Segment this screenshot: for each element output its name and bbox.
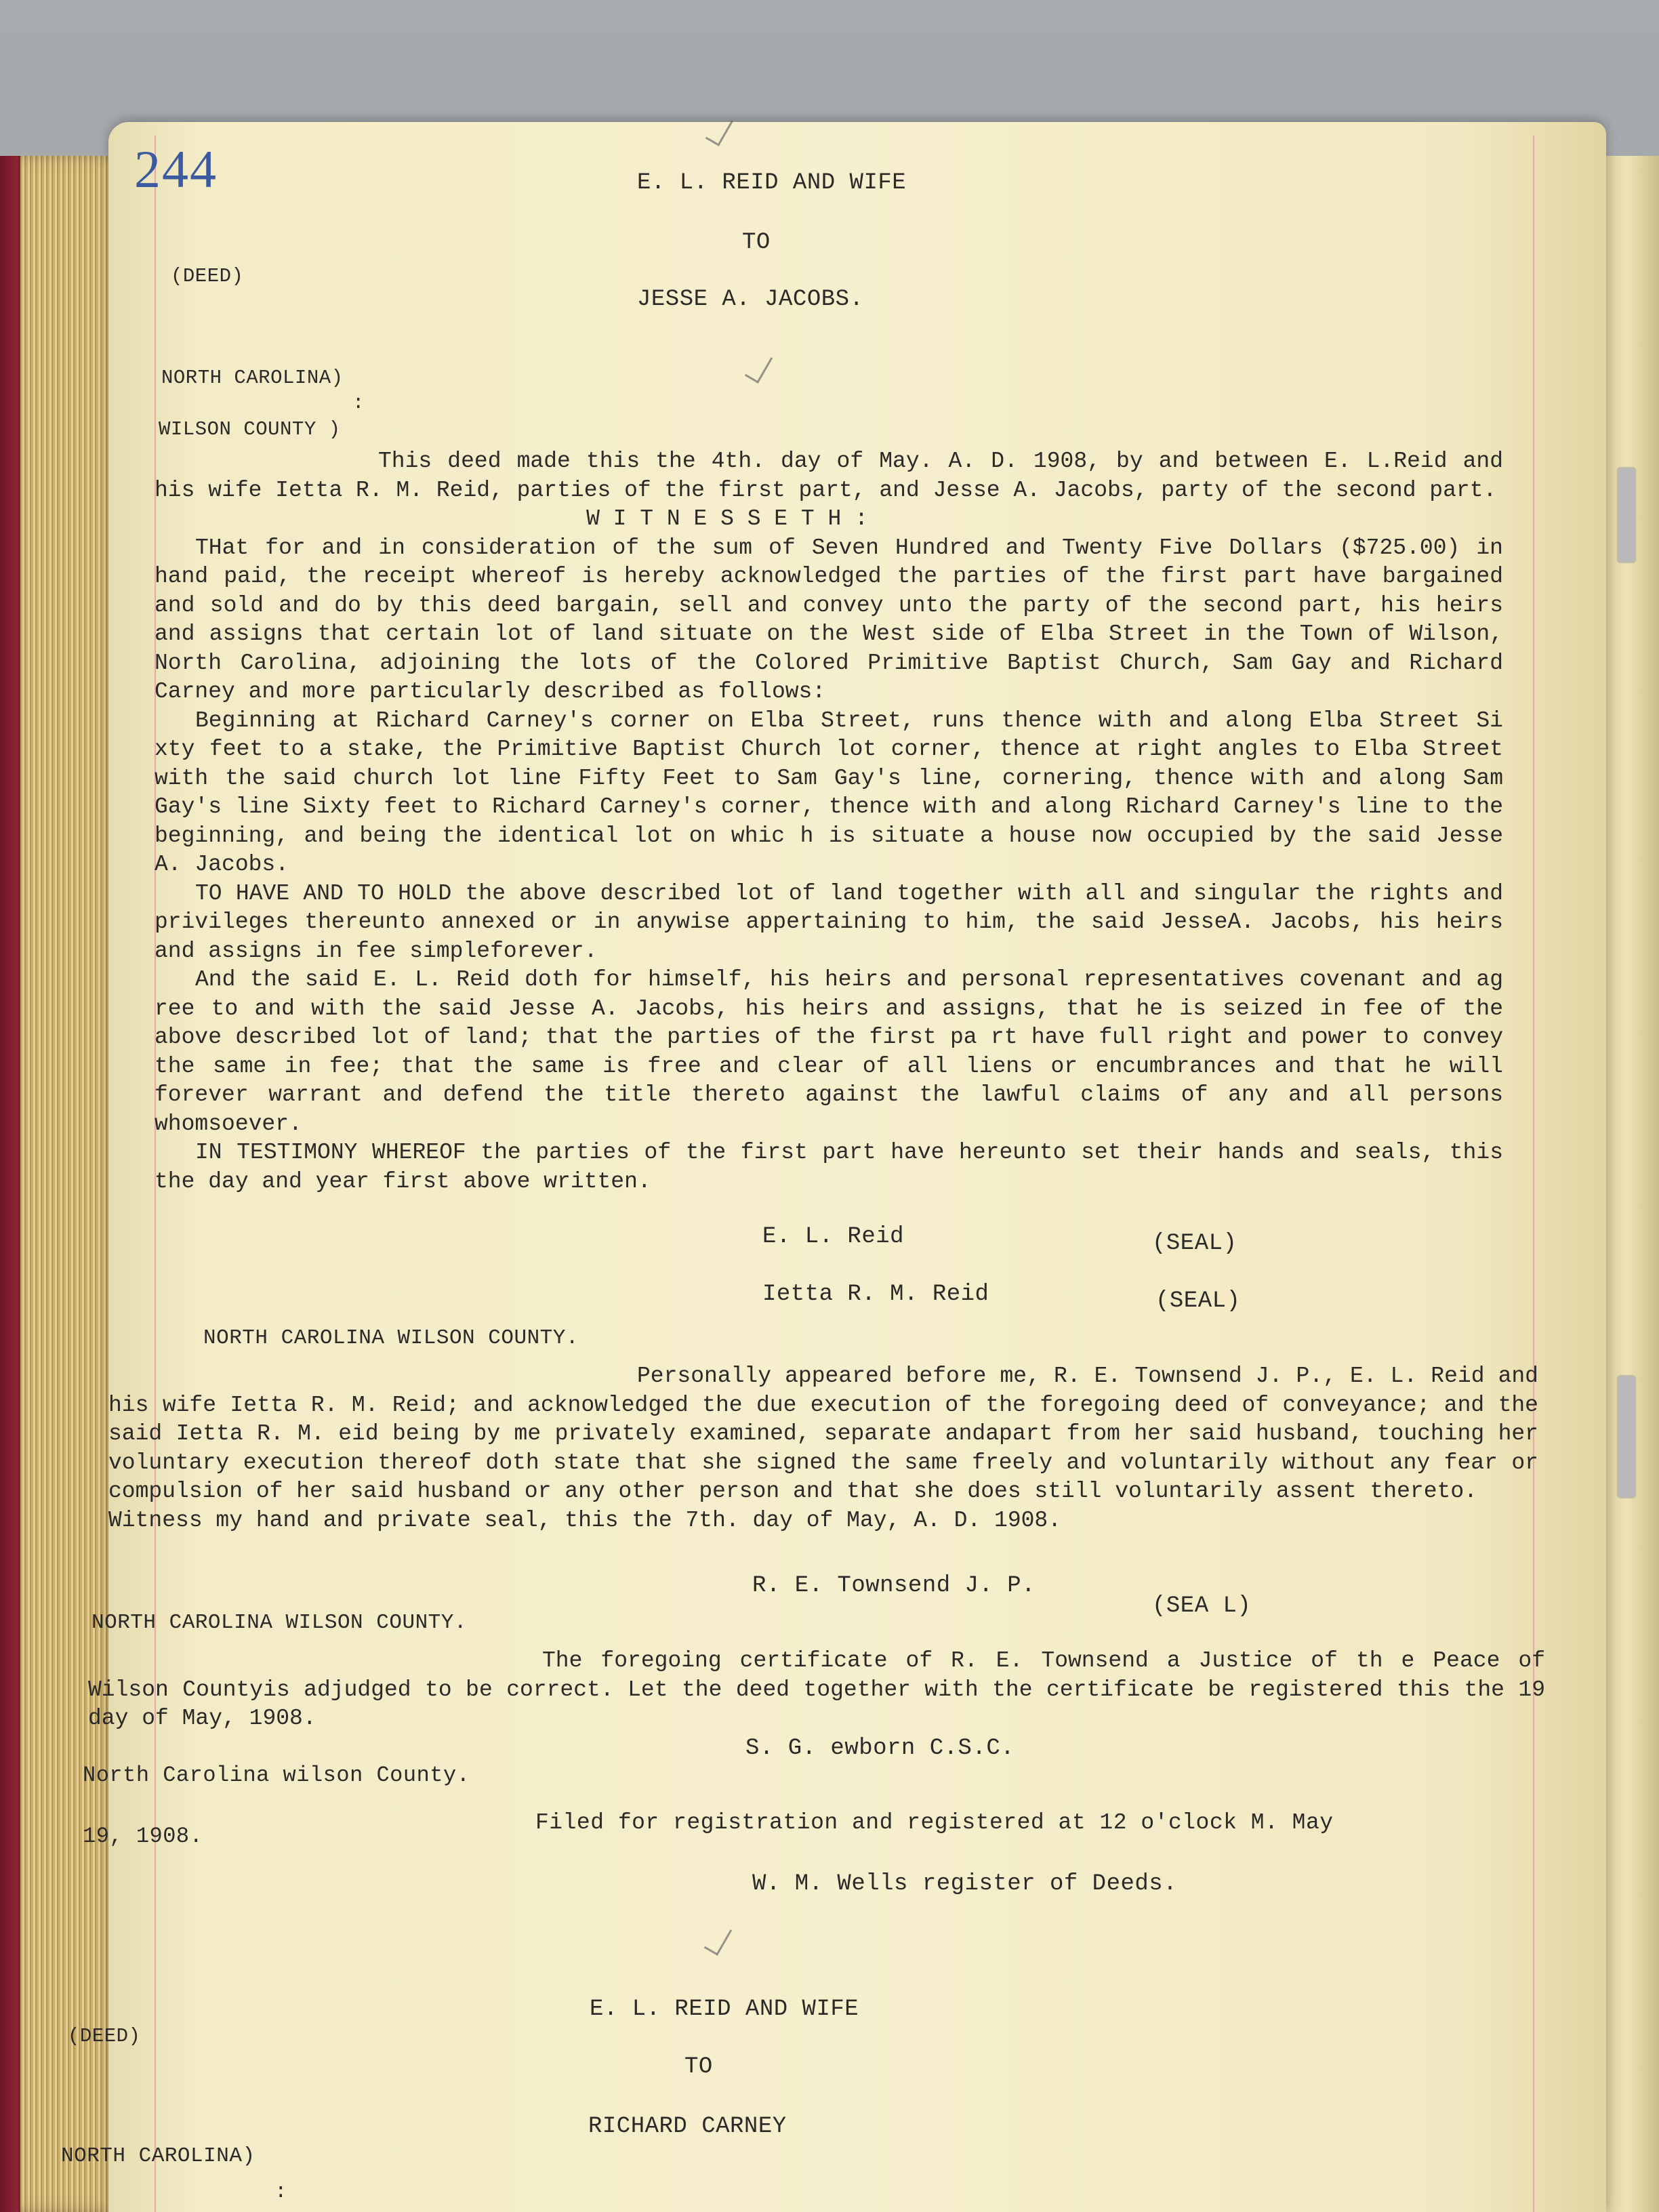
deed-title-parties: E. L. REID AND WIFE [637,170,907,196]
justice-signature: R. E. Townsend J. P. [752,1573,1036,1599]
register-signature: W. M. Wells register of Deeds. [752,1871,1178,1897]
registration-body-line1: Filed for registration and registered at 12 o'clock M. May [535,1810,1334,1835]
signature-grantor: E. L. Reid [762,1224,905,1250]
deed2-state-label: NORTH CAROLINA) [61,2144,255,2168]
acknowledgment-header: NORTH CAROLINA WILSON COUNTY. [203,1326,579,1350]
opening-paragraph: This deed made this the 4th. day of May. A. D. 1908, by and between E. L.Reid and his wife Ietta R. M. Reid, parties of the first part, and Jesse A. Jacobs, party of the second part. [155,449,1503,503]
justice-seal: (SEA L) [1152,1593,1252,1619]
certificate-block [88,1647,1545,1734]
page-edges-right [1605,156,1659,2212]
bracket-colon: : [352,392,365,414]
consideration-paragraph: THat for and in consideration of the sum of Seven Hundred and Twenty Five Dollars ($725.00) in hand paid, the receipt whereof is hereby acknowledged the parties of the first part have bargained and sold and do by this deed bargain, sell and convey unto the party of the second part, his heirs and assigns that certain lot of land situate on the West side of Elba Street in the Town of Wilson, North Carolina, adjoining the lots of the Colored Primitive Baptist Church, Sam Gay and Richard Carney and more particularly described as follows: [155,535,1503,704]
signature-wife: Ietta R. M. Reid [762,1282,989,1307]
deed2-type-label: (DEED) [68,2025,141,2047]
certificate-body: The foregoing certificate of R. E. Townsend a Justice of th e Peace of Wilson Countyis adjudged to be correct. Let the deed together with the certificate be registered this the 19 day of May, 1908. [88,1648,1545,1731]
deed-title-to: TO [742,230,771,255]
deed2-bracket-colon: : [274,2180,288,2204]
testimony-paragraph: IN TESTIMONY WHEREOF the parties of the first part have hereunto set their hands and seals, this the day and year first above written. [155,1140,1503,1194]
acknowledgment-witness: Witness my hand and private seal, this the 7th. day of May, A. D. 1908. [108,1507,1062,1533]
metes-and-bounds-paragraph: Beginning at Richard Carney's corner on Elba Street, runs thence with and along Elba Street Si xty feet to a stake, the Primitive Baptist Church lot corner, thence at right angles to Elba Street with the said church lot line Fifty Feet to Sam Gay's line, cornering, thence with and along Sam Gay's line Sixty feet to Richard Carney's corner, thence with and along Richard Carney's line to the beginning, and being the identical lot on whic h is situate a house now occupied by the said Jesse A. Jacobs. [155,708,1503,877]
page-number: 244 [134,140,218,199]
covenant-paragraph: And the said E. L. Reid doth for himself, his heirs and personal representatives covenant and ag ree to and with the said Jesse A. Jacobs, his heirs and assigns, that he is seized in fee of the above described lot of land; that the parties of the first pa rt have full right and power to convey the same in fee; that the same is free and clear of all liens or encumbrances and that he will forever warrant and defend the title thereto against the lawful claims of any and all persons whomsoever. [155,967,1503,1136]
acknowledgment-block [108,1362,1538,1535]
index-tab [1618,1376,1635,1498]
deed2-title-grantee: RICHARD CARNEY [588,2114,787,2139]
habendum-paragraph: TO HAVE AND TO HOLD the above described lot of land together with all and singular the rights and privileges thereunto annexed or in anywise appertaining to him, the said JesseA. Jacobs, his heirs and assigns in fee simpleforever. [155,880,1503,964]
state-label: NORTH CAROLINA) [161,367,344,389]
right-margin-rule [1533,136,1534,2212]
seal-wife: (SEAL) [1155,1288,1241,1314]
registration-body-line2: 19, 1908. [83,1824,203,1849]
deed-title-grantee: JESSE A. JACOBS. [637,287,864,312]
index-tab [1618,468,1635,562]
county-label: WILSON COUNTY ) [159,418,341,441]
deed2-title-parties: E. L. REID AND WIFE [590,1996,859,2022]
deed2-title-to: TO [684,2054,713,2080]
clerk-signature: S. G. ewborn C.S.C. [745,1736,1015,1761]
certificate-header: NORTH CAROLINA WILSON COUNTY. [91,1611,467,1635]
registration-header: North Carolina wilson County. [83,1763,470,1788]
seal-grantor: (SEAL) [1152,1231,1237,1256]
deed-body [155,447,1503,1196]
witnesseth-heading: W I T N E S S E T H : [586,506,868,531]
deed-type-label: (DEED) [171,265,244,287]
acknowledgment-body: Personally appeared before me, R. E. Townsend J. P., E. L. Reid and his wife Ietta R. M. Reid; and acknowledged the due execution of the foregoing deed of conveyance; and the said Ietta R. M. eid being by me privately examined, separate andapart from her said husband, touching her voluntary execution thereof doth state that she signed the same freely and voluntarily without any fear or compulsion of her said husband or any other person and that she does still voluntarily assent thereto. [108,1364,1538,1504]
